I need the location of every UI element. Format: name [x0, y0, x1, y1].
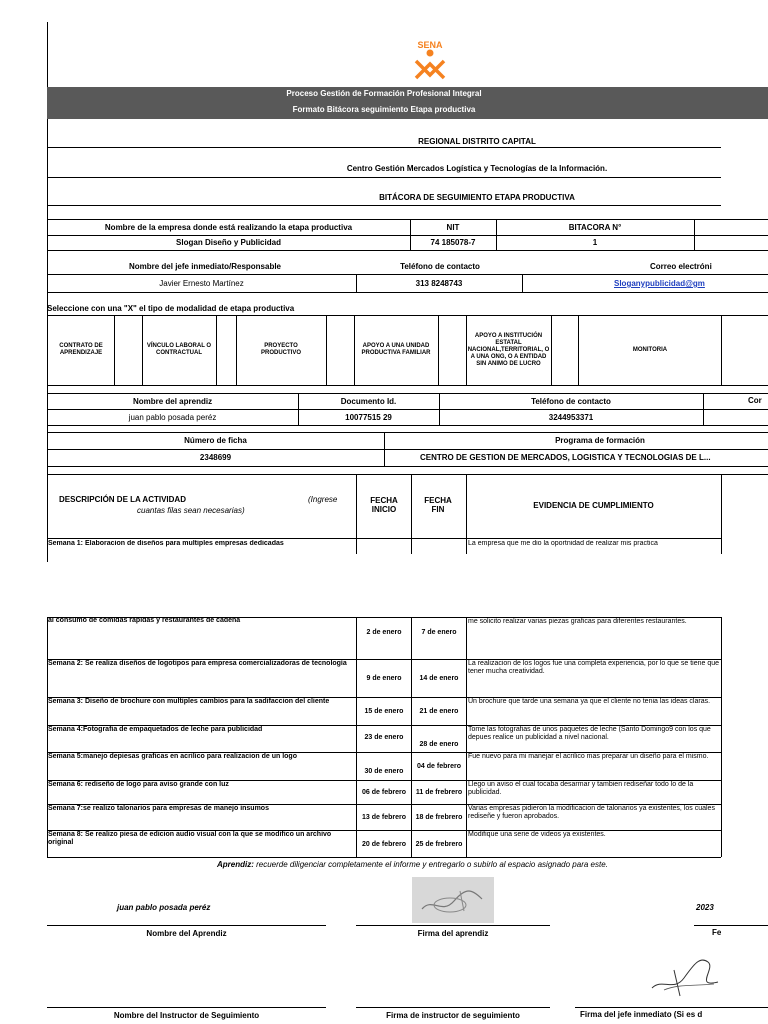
activity-row-4-evidence: Tome las fotografias de unos paquetes de leche (Santo Domingo9 con los que depues realice un publicidad a nivel nacional.: [468, 726, 711, 741]
activity-row-4-desc: Semana 4:Fotografia de empaquetados de leche para publicidad: [48, 726, 263, 733]
company-nit-label: NIT: [446, 222, 460, 232]
activity-row-3-desc: Semana 3: Diseño de brochure con multiples cambios para la sadifaccion del cliente: [48, 698, 330, 705]
activities-evidence-header: EVIDENCIA DE CUMPLIMIENTO: [533, 500, 654, 510]
boss-signature-image: [644, 948, 724, 1004]
activities-start-header: FECHA INICIO: [370, 496, 398, 514]
boss-sign-label: Firma del jefe inmediato (Si es d: [580, 1010, 703, 1019]
activity-row-2-end: 14 de enero: [419, 675, 459, 682]
apprentice-signature-image: [412, 877, 494, 923]
modality-proyecto: PROYECTO PRODUCTIVO: [260, 343, 301, 356]
activity-row-5-start: 30 de enero: [364, 768, 404, 775]
activity-row-3-start: 15 de enero: [364, 708, 404, 715]
activity-row-5-end: 04 de febrero: [417, 762, 461, 770]
header-format: Formato Bitácora seguimiento Etapa productiva: [292, 105, 476, 114]
activity-row-6-end: 11 de frebrero: [415, 788, 463, 796]
boss-email-label: Correo electróni: [650, 262, 712, 271]
activity-row-7-start: 13 de febrero: [362, 814, 406, 821]
modality-vinculo-checkbox[interactable]: [217, 316, 235, 384]
modality-familiar: APOYO A UNA UNIDAD PRODUCTIVA FAMILIAR: [361, 343, 431, 356]
sena-logo-text: SENA: [417, 40, 443, 50]
header-process: Proceso Gestión de Formación Profesional Integral: [286, 89, 482, 98]
modality-prompt: Seleccione con una "X" el tipo de modalidad de etapa productiva: [47, 304, 295, 313]
activity-row-1-start: 2 de enero: [366, 629, 402, 636]
activity-row-8-end: 25 de frebrero: [415, 840, 463, 848]
centro-title: Centro Gestión Mercados Logística y Tecnologías de la Información.: [346, 164, 608, 173]
apprentice-name-label: Nombre del aprendiz: [132, 396, 213, 406]
boss-name-label: Nombre del jefe inmediato/Responsable: [128, 261, 282, 271]
activity-row-4-end: 28 de enero: [419, 741, 459, 748]
signature-scribble-icon: [412, 877, 494, 923]
regional-title: REGIONAL DISTRITO CAPITAL: [418, 137, 536, 146]
activity-row-1-end: 7 de enero: [421, 629, 457, 636]
boss-phone-label: Teléfono de contacto: [400, 261, 480, 271]
boss-signature-scribble-icon: [644, 948, 724, 1004]
activity-row-6-desc: Semana 6: rediseño de logo para aviso grande con luz: [48, 781, 229, 788]
modality-vinculo: VÍNCULO LABORAL O CONTRACTUAL: [146, 343, 212, 356]
activity-row-8-start: 20 de febrero: [362, 840, 406, 848]
activity-row-2-start: 9 de enero: [366, 675, 402, 682]
activity-row-2-desc: Semana 2: Se realiza diseños de logotipos para empresa comercializadoras de tecnología: [48, 660, 347, 667]
activity-row-4-start: 23 de enero: [364, 734, 404, 741]
activity-row-6-evidence: Llego un aviso el cual tocaba desarmar y tambien rediseñar todo lo de la publicidad.: [468, 781, 694, 796]
activity-row-7-end: 18 de frebrero: [415, 814, 463, 821]
modality-estatal-checkbox[interactable]: [552, 316, 577, 384]
activity-row-1-evidence: me solicito realizar varias piezas graficas para diferentes restaurantes.: [468, 618, 687, 625]
footer-note-text: recuerde diligenciar completamente el informe y entregarlo o subirlo al espacio asignado para este.: [253, 860, 608, 869]
apprentice-name-sig-label: Nombre del Aprendiz: [146, 928, 227, 938]
program-name-label: Programa de formación: [555, 436, 645, 445]
activity-row-1-desc: al consumo de comidas rapidas y restaurantes de cadena: [48, 617, 241, 624]
activities-desc-note1: (Ingrese: [308, 495, 338, 504]
activity-week1-partial-evidence: La empresa que me dio la oportnidad de realizar mis practica: [468, 540, 658, 547]
activity-row-3-end: 21 de enero: [419, 708, 459, 715]
apprentice-doc-value: 10077515 29: [345, 412, 392, 422]
bitacora-title: BITÁCORA DE SEGUIMIENTO ETAPA PRODUCTIVA: [379, 193, 575, 202]
activity-row-6-start: 06 de febrero: [362, 788, 406, 796]
instructor-name-label: Nombre del Instructor de Seguimiento: [113, 1010, 260, 1020]
sena-logo-icon: [413, 48, 447, 80]
modality-proyecto-checkbox[interactable]: [327, 316, 353, 384]
activity-row-7-evidence: Varias empresas pidieron la modificacion de talonarios ya existentes, los cuales rediseñe y fueron aprobados.: [468, 805, 715, 820]
boss-phone-value: 313 8248743: [415, 278, 463, 288]
modality-monitoria: MONITORIA: [632, 346, 668, 353]
activity-row-5-evidence: Fue nuevo para mi manejar el acrilico mas preparar un diseño para el mismo.: [468, 753, 709, 760]
apprentice-signed-name: juan pablo posada peréz: [117, 903, 211, 912]
apprentice-phone-label: Teléfono de contacto: [531, 396, 611, 406]
apprentice-phone-value: 3244953371: [548, 412, 594, 422]
program-name-value: CENTRO DE GESTION DE MERCADOS, LOGISTICA Y TECNOLOGIAS DE L...: [420, 453, 711, 462]
activity-week1-partial-desc: Semana 1: Elaboracion de diseños para multiples empresas dedicadas: [48, 540, 284, 547]
company-name-value: Slogan Diseño y Publicidad: [176, 238, 281, 247]
activity-row-2-evidence: La realizacion de los logos fue una completa experiencia, por lo que se tiene que tener mucha creatividad.: [468, 660, 719, 675]
activity-row-7-desc: Semana 7:se realizo talonarios para empresas de manejo insumos: [48, 805, 269, 812]
apprentice-extra-label: Cor: [748, 396, 762, 405]
boss-name-value: Javier Ernesto Martínez: [159, 278, 244, 288]
date-label: Fe: [712, 928, 722, 937]
signed-year: 2023: [696, 903, 714, 912]
program-ficha-value: 2348699: [199, 453, 232, 462]
apprentice-name-value: juan pablo posada peréz: [128, 412, 217, 422]
instructor-sign-label: Firma de instructor de seguimiento: [386, 1010, 520, 1020]
company-bitacora-label: BITACORA N°: [568, 222, 622, 232]
activity-row-3-evidence: Un brochure que tarde una semana ya que el cliente no tenia las ideas claras.: [468, 698, 711, 705]
modality-contrato-checkbox[interactable]: [115, 316, 141, 384]
footer-note: [217, 860, 737, 869]
boss-email-link[interactable]: Sloganypublicidad@gm: [614, 279, 705, 288]
company-bitacora-value: 1: [592, 238, 598, 247]
modality-contrato: CONTRATO DE APRENDIZAJE: [59, 343, 103, 356]
activity-row-5-desc: Semana 5:manejo depiesas graficas en acrilico para realizacion de un logo: [48, 753, 297, 760]
company-nit-value: 74 185078-7: [430, 238, 476, 247]
sena-logo: [405, 40, 455, 82]
activity-row-8-evidence: Modifique una serie de videos ya existentes.: [468, 831, 606, 838]
footer-note-label: Aprendiz:: [217, 860, 254, 869]
apprentice-doc-label: Documento Id.: [340, 396, 397, 406]
modality-familiar-checkbox[interactable]: [439, 316, 465, 384]
activities-end-header: FECHA FIN: [424, 496, 452, 514]
apprentice-sign-label: Firma del aprendiz: [417, 928, 489, 938]
company-name-label: Nombre de la empresa donde está realizando la etapa productiva: [104, 222, 353, 232]
program-ficha-label: Número de ficha: [184, 436, 247, 445]
activity-row-8-desc: Semana 8: Se realizo piesa de edicion audio visual con la que se modifico un archivo original: [48, 831, 332, 846]
modality-estatal: APOYO A INSTITUCIÓN ESTATAL NACIONAL,TERRITORIAL, O A UNA ONG, O A ENTIDAD SIN ANIMO DE LUCRO: [467, 332, 550, 367]
activities-desc-header: DESCRIPCIÓN DE LA ACTIVIDAD: [59, 495, 186, 504]
activities-desc-note2: cuantas filas sean necesarias): [137, 506, 245, 515]
